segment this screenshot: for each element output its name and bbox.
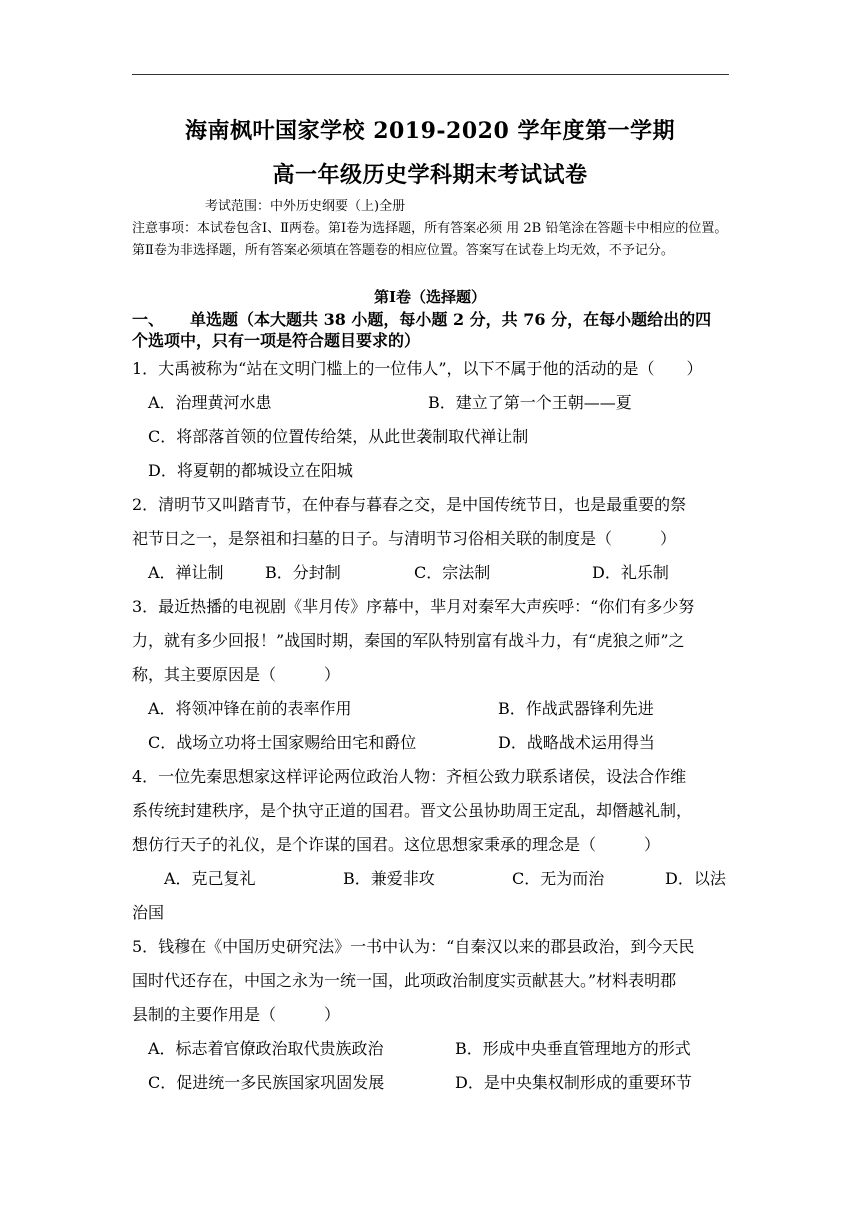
question-5-stem-line2: 国时代还存在，中国之永为一统一国，此项政治制度实贡献甚大。”材料表明郡 [132, 971, 677, 990]
question-3-option-b: B．作战武器锋利先进 [498, 699, 654, 718]
header-rule [132, 74, 729, 75]
part-heading-line2: 个选项中，只有一项是符合题目要求的） [132, 331, 421, 350]
question-1-stem: 1．大禹被称为“站在文明门槛上的一位伟人”，以下不属于他的活动的是（ ） [132, 359, 703, 378]
part-number: 一、 [132, 310, 165, 329]
part-heading-text1: 单选题（本大题共 38 小题，每小题 2 分，共 76 分，在每小题给出的四 [190, 310, 712, 329]
question-2-option-b: B．分封制 [265, 563, 341, 582]
exam-title-line1: 海南枫叶国家学校 2019-2020 学年度第一学期 [185, 118, 675, 144]
question-1-option-a: A．治理黄河水患 [148, 393, 272, 412]
question-5-option-d: D．是中央集权制形成的重要环节 [455, 1073, 692, 1092]
question-2-option-a: A．禅让制 [148, 563, 224, 582]
question-4-option-a: A．克己复礼 [164, 869, 256, 888]
question-3-stem [132, 590, 732, 692]
section-title: 第Ⅰ卷（选择题） [373, 288, 487, 306]
question-5-stem-line3: 县制的主要作用是（ ） [132, 1005, 341, 1024]
question-4-stem [132, 760, 732, 862]
question-4-option-b: B．兼爱非攻 [343, 869, 435, 888]
exam-scope: 考试范围：中外历史纲要（上)全册 [205, 199, 406, 214]
question-3-option-d: D．战略战术运用得当 [498, 733, 655, 752]
question-4-option-d-wrap: 治国 [132, 903, 165, 922]
question-3-stem-line3: 称，其主要原因是（ ） [132, 665, 341, 684]
question-4-stem-line1: 4．一位先秦思想家这样评论两位政治人物：齐桓公致力联系诸侯，设法合作维 [132, 767, 687, 786]
question-5-option-c: C．促进统一多民族国家巩固发展 [148, 1073, 385, 1092]
question-4-stem-line2: 系传统封建秩序，是个执守正道的国君。晋文公虽协助周王定乱，却僭越礼制， [132, 801, 693, 820]
question-4-option-c: C．无为而治 [512, 869, 605, 888]
question-3-option-a: A．将领冲锋在前的表率作用 [148, 699, 352, 718]
question-4-stem-line3: 想仿行天子的礼仪，是个诈谋的国君。这位思想家秉承的理念是（ ） [132, 835, 661, 854]
exam-title-line2: 高一年级历史学科期末考试试卷 [272, 162, 588, 188]
question-5-option-b: B．形成中央垂直管理地方的形式 [455, 1039, 691, 1058]
question-3-stem-line2: 力，就有多少回报！”战国时期，秦国的军队特别富有战斗力，有“虎狼之师”之 [132, 631, 685, 650]
question-2-stem-line1: 2．清明节又叫踏青节，在仲春与暮春之交，是中国传统节日，也是最重要的祭 [132, 495, 687, 514]
exam-notice: 注意事项：本试卷包含Ⅰ、Ⅱ两卷。第Ⅰ卷为选择题，所有答案必须 用 2B 铅笔涂在答题卡中相应的位置。第Ⅱ卷为非选择题，所有答案必须填在答题卷的相应位置。答案写在试卷上均无效，不予记分。 [132, 221, 728, 258]
question-1-option-d: D．将夏朝的都城设立在阳城 [148, 461, 353, 480]
question-3-option-c: C．战场立功将士国家赐给田宅和爵位 [148, 733, 417, 752]
question-4-option-d: D．以法 [665, 869, 726, 888]
question-2-option-d: D．礼乐制 [592, 563, 669, 582]
question-2-stem-line2: 祀节日之一，是祭祖和扫墓的日子。与清明节习俗相关联的制度是（ ） [132, 529, 677, 548]
question-5-stem-line1: 5．钱穆在《中国历史研究法》一书中认为：“自秦汉以来的郡县政治，到今天民 [132, 937, 695, 956]
question-1-option-b: B．建立了第一个王朝——夏 [428, 393, 632, 412]
question-5-stem [132, 930, 732, 1032]
question-2-option-c: C．宗法制 [414, 563, 491, 582]
question-2-stem [132, 488, 732, 556]
question-1-option-c: C．将部落首领的位置传给桀，从此世袭制取代禅让制 [148, 427, 529, 446]
question-3-stem-line1: 3．最近热播的电视剧《芈月传》序幕中，芈月对秦军大声疾呼：“你们有多少努 [132, 597, 695, 616]
question-5-option-a: A．标志着官僚政治取代贵族政治 [148, 1039, 384, 1058]
